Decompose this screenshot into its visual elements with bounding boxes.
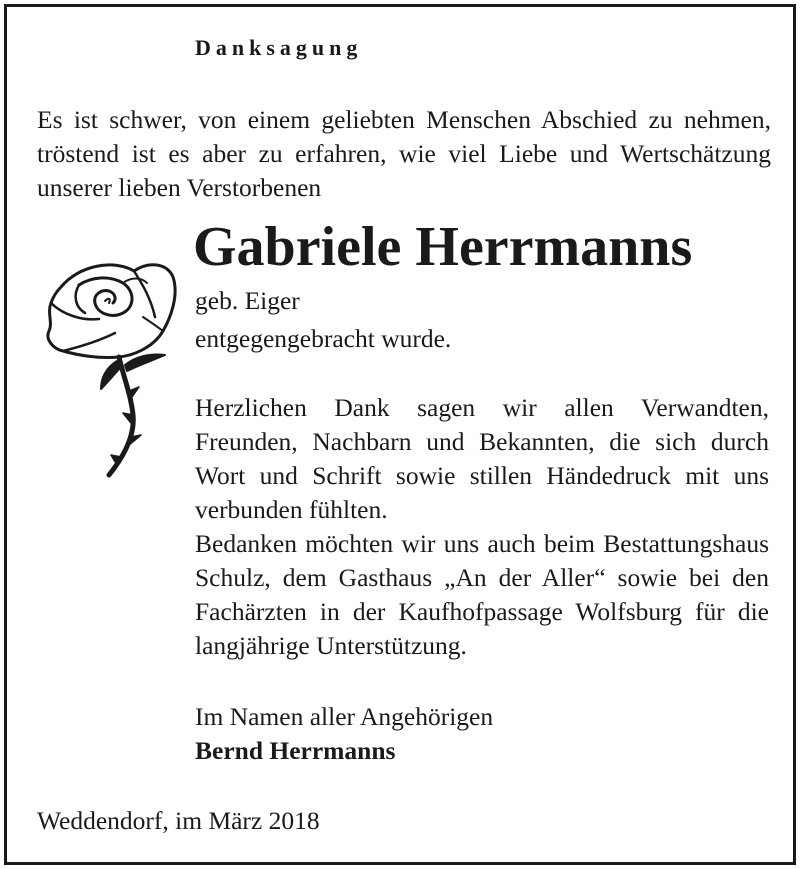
obituary-card [4, 4, 796, 865]
received-text: entgegengebracht wurde. [195, 324, 452, 353]
heading: Danksagung [195, 35, 363, 60]
deceased-name: Gabriele Herrmanns [193, 216, 693, 278]
rose-icon [39, 255, 179, 481]
signature-line: Im Namen aller Angehörigen [195, 702, 494, 731]
thanks-paragraph-1: Herzlichen Dank sagen wir allen Verwandten, Freunden, Nachbarn und Bekannten, die sich durch Wort und Schrift sowie stillen Händedruck mit uns verbunden fühlten. [195, 393, 769, 524]
place-date: Weddendorf, im März 2018 [37, 806, 320, 835]
signature-name: Bernd Herrmanns [195, 736, 396, 765]
maiden-name: geb. Eiger [195, 286, 300, 315]
thanks-block [195, 391, 769, 663]
thanks-paragraph-2: Bedanken möchten wir uns auch beim Bestattungshaus Schulz, dem Gasthaus „An der Aller“ sowie bei den Fachärzten in der Kaufhofpassage Wolfsburg für die langjährige Unterstützung. [195, 529, 769, 660]
intro-text: Es ist schwer, von einem geliebten Menschen Abschied zu nehmen, tröstend ist es aber zu erfahren, wie viel Liebe und Wertschätzung unserer lieben Verstorbenen [37, 105, 771, 202]
